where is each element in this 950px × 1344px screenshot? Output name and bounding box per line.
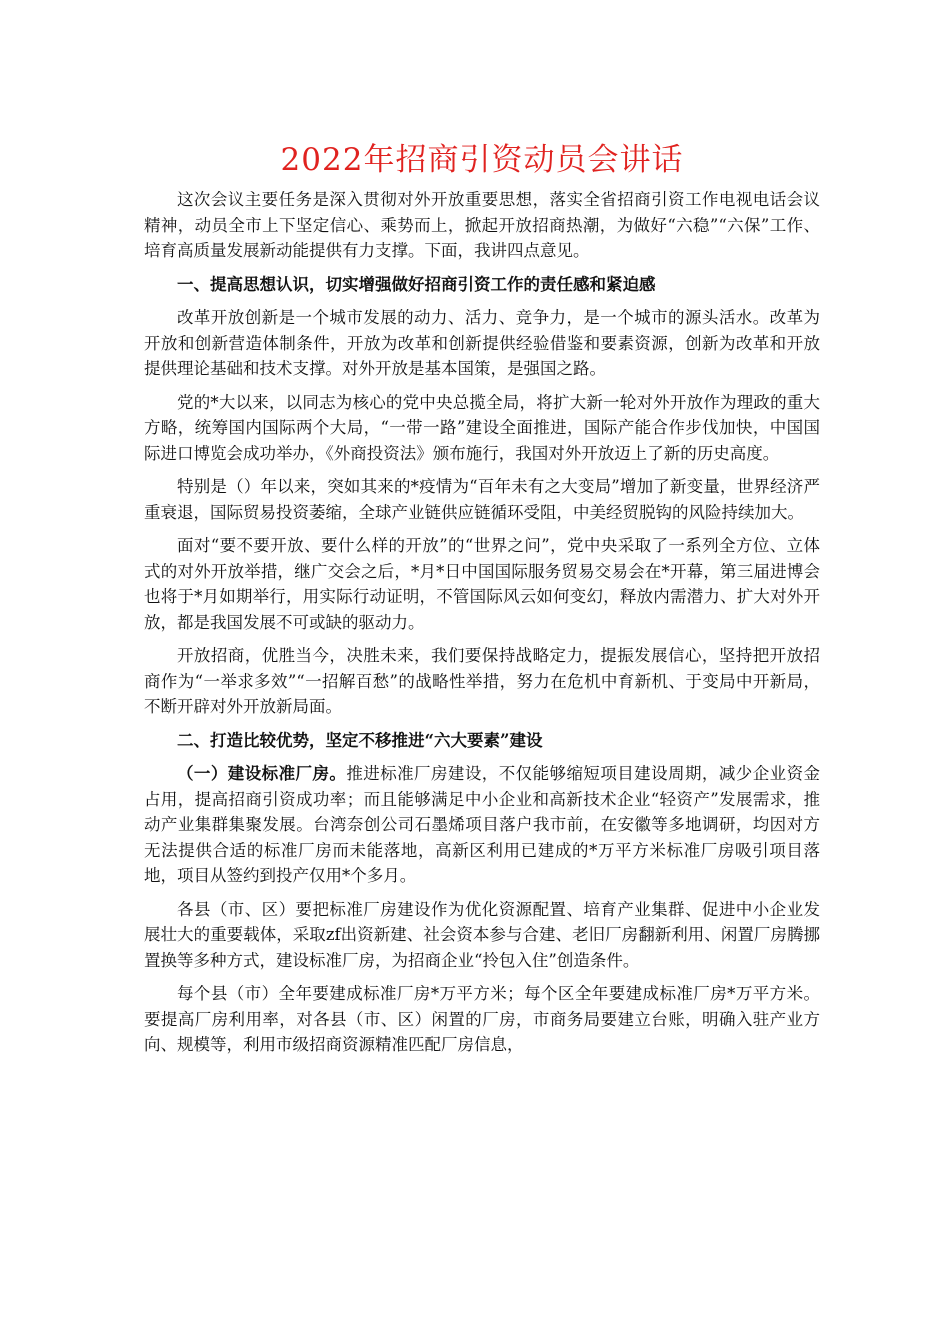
subsection-lead: （一）建设标准厂房。 (177, 764, 347, 783)
paragraph: 每个县（市）全年要建成标准厂房*万平方米；每个区全年要建成标准厂房*万平方米。要提高厂房利用率，对各县（市、区）闲置的厂房，市商务局要建立台账，明确入驻产业方向、规模等，利用市级招商资源精准匹配厂房信息， (144, 984, 820, 1054)
section-heading-1: 一、提高思想认识，切实增强做好招商引资工作的责任感和紧迫感 (177, 274, 656, 294)
paragraph-subsection-1 (144, 761, 820, 889)
paragraph: 改革开放创新是一个城市发展的动力、活力、竞争力，是一个城市的源头活水。改革为开放和创新营造体制条件，开放为改革和创新提供经验借鉴和要素资源，创新为改革和开放提供理论基础和技术支撑。对外开放是基本国策，是强国之路。 (144, 308, 820, 378)
paragraph: 特别是（）年以来，突如其来的*疫情为“百年未有之大变局”增加了新变量，世界经济严重衰退，国际贸易投资萎缩，全球产业链供应链循环受阻，中美经贸脱钩的风险持续加大。 (144, 477, 820, 522)
paragraph: 党的*大以来，以同志为核心的党中央总揽全局，将扩大新一轮对外开放作为理政的重大方略，统筹国内国际两个大局，“一带一路”建设全面推进，国际产能合作步伐加快，中国国际进口博览会成功举办，《外商投资法》颁布施行，我国对外开放迈上了新的历史高度。 (144, 392, 820, 463)
paragraph: 开放招商，优胜当今，决胜未来，我们要保持战略定力，提振发展信心，坚持把开放招商作为“一举求多效”“一招解百愁”的战略性举措，努力在危机中育新机、于变局中开新局，不断开辟对外开放新局面。 (144, 646, 820, 716)
paragraph: 各县（市、区）要把标准厂房建设作为优化资源配置、培育产业集群、促进中小企业发展壮大的重要载体，采取zf出资新建、社会资本参与合建、老旧厂房翻新利用、闲置厂房腾挪置换等多种方式，建设标准厂房，为招商企业“拎包入住”创造条件。 (144, 899, 820, 970)
section-heading-2: 二、打造比较优势，坚定不移推进“六大要素”建设 (177, 730, 543, 750)
document-title: 2022年招商引资动员会讲话 (280, 142, 684, 178)
paragraph-intro: 这次会议主要任务是深入贯彻对外开放重要思想，落实全省招商引资工作电视电话会议精神，动员全市上下坚定信心、乘势而上，掀起开放招商热潮，为做好“六稳”“六保”工作、培育高质量发展新动能提供有力支撑。下面，我讲四点意见。 (144, 190, 820, 260)
document-page (144, 138, 820, 1066)
paragraph: 面对“要不要开放、要什么样的开放”的“世界之问”，党中央采取了一系列全方位、立体式的对外开放举措，继广交会之后，*月*日中国国际服务贸易交易会在*开幕，第三届进博会也将于*月如期举行，用实际行动证明，不管国际风云如何变幻，释放内需潜力、扩大对外开放，都是我国发展不可或缺的驱动力。 (144, 536, 820, 632)
subsection-text: 推进标准厂房建设，不仅能够缩短项目建设周期，减少企业资金占用，提高招商引资成功率；而且能够满足中小企业和高新技术企业“轻资产”发展需求，推动产业集群集聚发展。台湾奈创公司石墨烯项目落户我市前，在安徽等多地调研，均因对方无法提供合适的标准厂房而未能落地，高新区利用已建成的*万平方米标准厂房吸引项目落地，项目从签约到投产仅用*个多月。 (144, 764, 821, 885)
